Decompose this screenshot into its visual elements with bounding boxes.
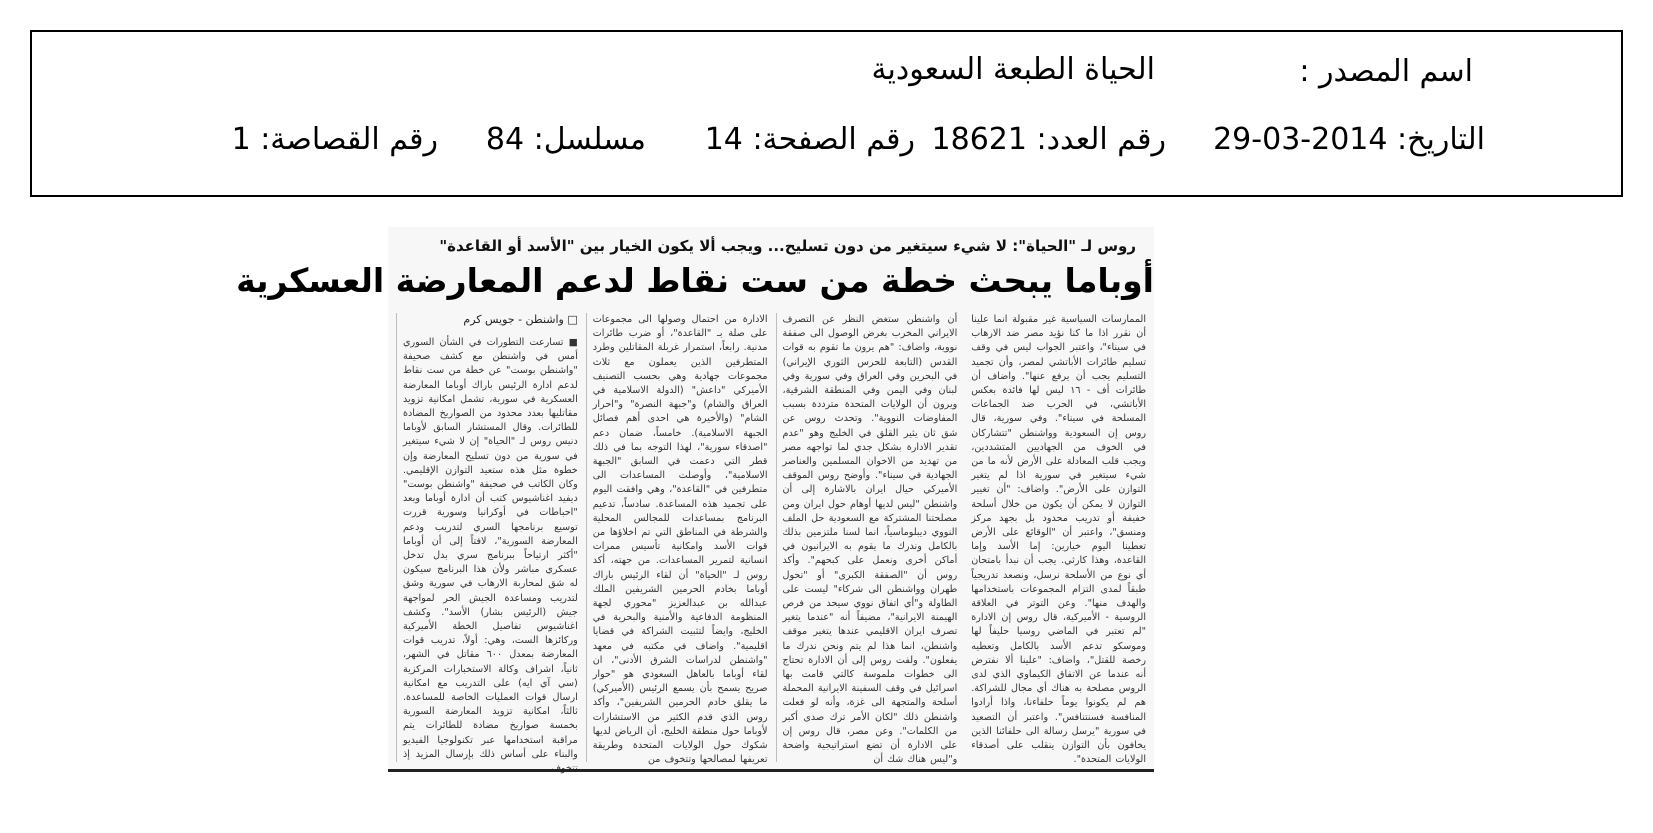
source-label: اسم المصدر : bbox=[1299, 54, 1473, 89]
article-column bbox=[586, 313, 768, 766]
column-text: ■ تسارعت التطورات في الشأن السوري أمس في واشنطن مع كشف صحيفة "واشنطن بوست" عن خطة من ست نقاط لدعم ادارة الرئيس باراك أوباما المعارضة العسكرية في سورية، تشمل امكانية تزويد مقاتليها بعدد محدود من الصواريخ المضادة للطائرات. وقال المستشار السابق لأوباما دنيس روس لـ "الحياة" إن لا شيء سيتغير في سورية من دون تسليح المعارضة وإن خطوة مثل هذه ستعيد التوازن الإقليمي. وكان الكاتب في صحيفة "واشنطن بوست" ديفيد اغناشيوس كتب أن ادارة أوباما وبعد "احباطات في أوكرانيا وسورية قررت توسيع برنامجها السري لتدريب ودعم المعارضة السورية"، لافتاً إلى أن أوباما "أكثر ارتياحاً ببرنامج سري بدل تدخل عسكري مباشر ولأن هذا البرنامج سيكون له شق لمحاربة الارهاب في سورية وشق لتدريب ومساعدة الجيش الحر لمواجهة جيش (الرئيس بشار) الأسد". وكشف اغناشيوس تفاصيل الخطة الأميركية وركائزها الست، وهي: أولاً، تدريب قوات المعارضة بمعدل ٦٠٠ مقاتل في الشهر، ثانياً، اشراف وكالة الاستخبارات المركزية (سي آي ايه) على التدريب مع امكانية ارسال قوات العمليات الخاصة للمساعدة. ثالثاً، امكانية تزويد المعارضة السورية بخمسة صواريخ مضادة للطائرات يتم مراقبة استخدامها عبر تكنولوجيا الفيديو والبناء على أساس ذلك بإرسال المزيد إذ bbox=[403, 337, 578, 760]
article-columns bbox=[396, 313, 1146, 766]
date-label: التاريخ: 2014-03-29 bbox=[1213, 122, 1485, 157]
column-text: أن واشنطن ستغض النظر عن التصرف الايراني المخرب بغرض الوصول الى صفقة نووية، واضاف: "هم يرون ما تقوم به قوات القدس (التابعة للحرس الثوري الإيراني) في البحرين وفي العراق وفي سورية وفي لبنان وفي اليمن وفي المنطقة الشرقية، ويرون أن الولايات المتحدة مترددة بسبب المفاوضات النووية". وتحدث روس عن شق ثان يثير القلق في الخليج وهو "عدم تقدير الادارة بشكل جدي لما تواجهه مصر من تهديد من الاخوان المسلمين والعناصر الجهادية في سيناء". وأوضح روس الموقف الأميركي حيال ايران بالاشارة إلى أن واشنطن "ليس لديها أوهام حول ايران ومن مصلحتنا المشتركة مع السعودية حل الملف النووي ديبلوماسياً، انما لسنا ملتزمين بذلك بالكامل وندرك ما يقوم به الايرانيون في أماكن أخرى ونعمل على كبحهم". وأكد روس أن "الصفقة الكبرى" أو "تحول طهران وواشنطن الى شركاء" ليست على الطاولة و"أي اتفاق نووي سيحد من فرص الهيمنة الايرانية"، مضيفاً أنه "عندما يتغير تصرف ايران الاقليمي عندها يتغير موقف واشنطن، انما هذا لم يتم ونحن ندرك ما يفعلون". ولفت روس إلى أن الادارة تحتاج الى خطوات ملموسة كالتي قامت بها اسرائيل في وقف السفينة الايرانية المحملة أسلحة والمتجهة الى غزة، وأنه لو فعلت واشنطن ذلك "لكان الأمر ترك صدى أكبر من الكلمات". وعن مصر، قال روس إن على الادارة أن تضع استراتيجية واضحة و"ليس هناك شك أن bbox=[782, 314, 958, 766]
article-kicker: روس لـ "الحياة": لا شيء سيتغير من دون تسليح... ويجب ألا يكون الخيار بين "الأسد أو القاعدة" bbox=[439, 237, 1136, 255]
source-value: الحياة الطبعة السعودية bbox=[871, 52, 1155, 87]
clip-number-label: رقم القصاصة: 1 bbox=[231, 122, 438, 157]
newspaper-clipping bbox=[236, 227, 1154, 772]
column-text: الممارسات السياسية غير مقبولة انما علينا أن نقرر اذا ما كنا نؤيد مصر ضد الارهاب في سيناء"، واعتبر الجواب ليس في وقف تسليم طائرات الأباتشي لمصر، وأن تجميد التسليم يجب أن يرفع عنها". واضاف أن طائرات أف - ١٦ ليس لها فائدة بعكس الأباتشي، في الحرب ضد الجماعات المسلحة في سيناء". وفي سورية، قال روس إن السعودية وواشنطن "تتشاركان في الخوف من الجهاديين المتشددين، ويجب قلب المعادلة على الأرض لأنه ما من شيء سيتغير في سورية اذا لم يتغير التوازن على الأرض". واضاف: "أن تغيير التوازن لا يمكن أن يكون من خلال أسلحة خفيفة أو تدريب محدود بل بجهد مركز ومنسق"، واعتبر أن "الوقائع على الأرض تعطينا اليوم خيارين: إما الأسد وإما القاعدة، وهذا كارثي. يجب أن نبدأ بامتحان أي نوع من الأسلحة نرسل، ونصعد تدريجياً طبقاً لمدى التزام المجموعات باستخدامها والهدف منها". وعن التوتر في العلاقة الروسية - الأميركية، قال روس إن الادارة "لم تعتبر في الماضي روسيا حليفاً لها وموسكو تدعم الأسد بالكامل وتعطيه رخصة للقتل"، واضاف: "علينا ألا نفترض أنه عندما عن الاتفاق الكيماوي الذي لدى الروس مصلحة به هناك أي مجال للشراكة. هم لم يكونوا يوماً حلفاءنا، واذا أرادوا المنافسة فسنتنافس". واعتبر أن التصعيد في سورية "يرسل رسالة الى حلفائنا الذين يخافون بأن التوازن ينقلب على أصدقاء الولايات المتحدة". bbox=[971, 314, 1146, 766]
article-byline: □ واشنطن - جويس كرم bbox=[463, 313, 578, 326]
article-column bbox=[965, 313, 1146, 766]
article-headline: أوباما يبحث خطة من ست نقاط لدعم المعارضة العسكرية bbox=[236, 261, 1154, 300]
issue-number-label: رقم العدد: 18621 bbox=[931, 122, 1166, 157]
column-text: الادارة من احتمال وصولها الى مجموعات على صلة بـ "القاعدة"، أو ضرب طائرات مدنية. رابعاً، استمرار غربلة المقاتلين وطرد المتطرفين الذين يعملون مع ثلاث مجموعات جهادية وهي بحسب التصنيف الأميركي "داعش" (الدولة الاسلامية في العراق والشام) و"جبهة النصرة" و"احرار الشام" (والأخيرة هي احدى أهم فصائل الجبهة الاسلامية). خامساً، ضمان دعم "اصدقاء سورية"، لهذا التوجه بما في ذلك قطر التي دعمت في السابق "الجبهة الاسلامية"، وأوصلت المساعدات الى متطرفين في "القاعدة"، وهي وافقت اليوم على تجميد هذه المساعدة. سادساً، تدعيم البرنامج بمساعدات للمجالس المحلية والشرطة في المناطق التي تم اخلاؤها من قوات الأسد وامكانية تأسيس ممرات انسانية لتمرير المساعدات. من جهته، أكد روس لـ "الحياة" أن لقاء الرئيس باراك أوباما بخادم الحرمين الشريفين الملك عبدالله بن عبدالعزيز "محوري لجهة المنظومة الدفاعية والأمنية والبحرية في الخليج، وايضاً لتثبيت الشراكة في قضايا اقليمية". واضاف في مكتبه في معهد "واشنطن لدراسات الشرق الأدنى"، ان لقاء أوباما بالعاهل السعودي هو "حوار صريح يسمح بأن يسمع الرئيس (الأميركي) ما يقلق خادم الحرمين الشريفين"، وأكد روس الذي قدم الكثير من الاستشارات لأوباما حول منطقة الخليج، أن الرياض لديها شكوك حول الولايات المتحدة وطريقة تعريفها لمصالحها وتتخوف من bbox=[592, 314, 768, 766]
bottom-rule bbox=[388, 769, 1154, 772]
article-column bbox=[396, 313, 578, 762]
clipping-info-box bbox=[30, 30, 1623, 197]
page-number-label: رقم الصفحة: 14 bbox=[704, 122, 915, 157]
article-column bbox=[776, 313, 958, 766]
serial-label: مسلسل: 84 bbox=[485, 122, 646, 157]
